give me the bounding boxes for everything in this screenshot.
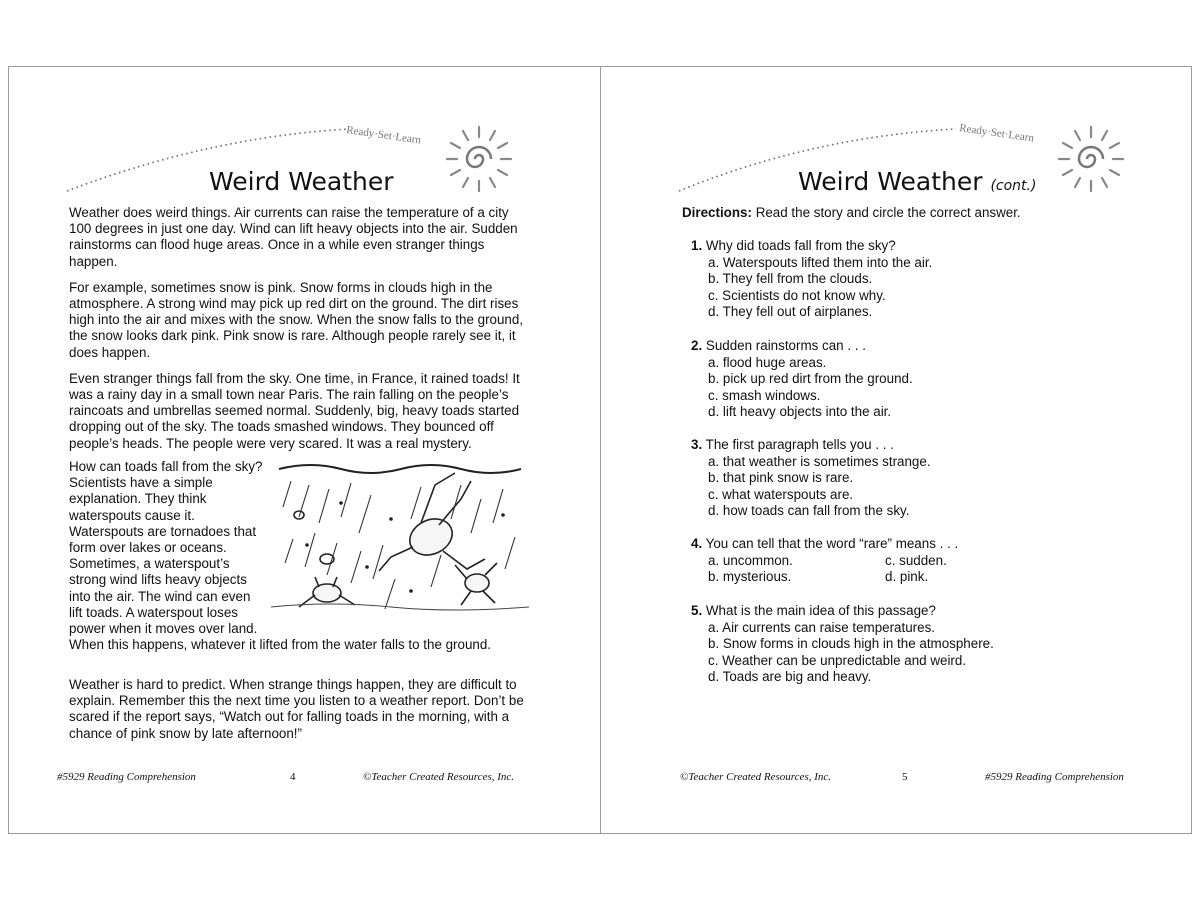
sun-icon: [447, 127, 511, 191]
question-2: [691, 338, 913, 421]
question-number: 1.: [691, 238, 703, 253]
page-title-text: Weird Weather: [798, 167, 983, 196]
question-5: [691, 603, 994, 686]
footer-right: ©Teacher Created Resources, Inc.: [363, 771, 515, 783]
answer-option[interactable]: c. what waterspouts are.: [708, 486, 854, 502]
answer-option[interactable]: d. They fell out of airplanes.: [708, 304, 873, 319]
answer-option[interactable]: c. Weather can be unpredictable and weird.: [708, 652, 967, 668]
question-number: 2.: [691, 338, 703, 353]
answer-option[interactable]: d. lift heavy objects into the air.: [708, 404, 892, 419]
question-text: What is the main idea of this passage?: [705, 603, 936, 618]
footer-right: #5929 Reading Comprehension: [985, 771, 1124, 783]
story-paragraph: Weather is hard to predict. When strange things happen, they are difficult to explain. Remember this the next time you listen to a weather report. Don’t be scared if the report says, “Watch out for falling toads in the morning, with a chance of pink snow by late afternoon!”: [69, 677, 524, 741]
answer-option[interactable]: a. Air currents can raise temperatures.: [708, 619, 935, 635]
sun-icon: [1059, 127, 1123, 191]
directions: [682, 205, 1142, 221]
page-number: 4: [290, 771, 296, 783]
question-number: 4.: [691, 536, 703, 551]
answer-option[interactable]: d. pink.: [885, 569, 929, 584]
question-3: [691, 437, 931, 520]
answer-option[interactable]: d. how toads can fall from the sky.: [708, 503, 910, 518]
answer-option[interactable]: b. Snow forms in clouds high in the atmosphere.: [708, 636, 994, 651]
toads-rain-illustration: [271, 459, 529, 619]
book-spread: [8, 66, 1192, 834]
page-title: Weird Weather: [209, 167, 394, 196]
story-bottom: [69, 677, 529, 752]
page-title: [798, 167, 1036, 196]
directions-text: Read the story and circle the correct answer.: [755, 205, 1021, 220]
left-page: [9, 67, 600, 833]
story-paragraph: Even stranger things fall from the sky. One time, in France, it rained toads! It was a rainy day in a small town near Paris. The rain falling on the people’s raincoats and umbrellas seemed normal. Suddenly, big, heavy toads started dropping out of the sky. The toads smashed windows. They bounced off people’s heads. The people were very scared. It was a real mystery.: [69, 370, 520, 451]
answer-option[interactable]: d. Toads are big and heavy.: [708, 669, 872, 684]
footer-left: ©Teacher Created Resources, Inc.: [680, 771, 832, 783]
right-page: [601, 67, 1192, 833]
answer-option[interactable]: b. mysterious.: [708, 569, 792, 584]
answer-option[interactable]: a. flood huge areas.: [708, 354, 827, 370]
page-number: 5: [902, 771, 908, 783]
story-top: [69, 205, 529, 462]
answer-option[interactable]: a. that weather is sometimes strange.: [708, 453, 931, 469]
answer-option[interactable]: b. that pink snow is rare.: [708, 470, 854, 485]
question-text: Why did toads fall from the sky?: [705, 238, 896, 253]
story-paragraph: For example, sometimes snow is pink. Snow forms in clouds high in the atmosphere. A strong wind may pick up red dirt on the ground. The dirt rises high into the air and mixes with the snow. When the snow falls to the ground, the snow looks dark pink. Pink snow is rare. Although people rarely see it, it does happen.: [69, 279, 524, 360]
question-text: The first paragraph tells you . . .: [705, 437, 894, 452]
question-number: 5.: [691, 603, 703, 618]
question-text: You can tell that the word “rare” means . . .: [705, 536, 959, 551]
question-number: 3.: [691, 437, 703, 452]
answer-option[interactable]: c. sudden.: [885, 552, 947, 568]
question-text: Sudden rainstorms can . . .: [705, 338, 866, 353]
question-4: [691, 536, 1045, 586]
answer-option[interactable]: a. Waterspouts lifted them into the air.: [708, 254, 933, 270]
answer-option[interactable]: b. They fell from the clouds.: [708, 271, 873, 286]
page-title-suffix: (cont.): [990, 178, 1037, 194]
answer-option[interactable]: b. pick up red dirt from the ground.: [708, 371, 913, 386]
banner-text: Ready·Set·Learn: [958, 122, 1035, 145]
story-paragraph-wrapped: How can toads fall from the sky? Scientists have a simple explanation. They think waterspouts cause it. Waterspouts are tornadoes that form over lakes or oceans. Sometimes, a waterspout’s strong wind lifts heavy objects into the air. The wind can even lift toads. A waterspout loses power when it moves over land. When this happens, whatever it lifted from the water falls to the ground.: [69, 459, 492, 653]
story-paragraph: Weather does weird things. Air currents can raise the temperature of a city 100 degrees in just one day. Wind can lift heavy objects into the air. Sudden rainstorms can flood huge areas. Once in a while even stranger things happen.: [69, 205, 518, 269]
story-wrap-section: [69, 459, 529, 663]
directions-label: Directions:: [682, 205, 752, 220]
footer-left: #5929 Reading Comprehension: [57, 771, 196, 783]
question-1: [691, 238, 932, 321]
banner-text: Ready·Set·Learn: [345, 124, 422, 147]
answer-option[interactable]: a. uncommon.: [708, 552, 793, 568]
answer-option[interactable]: c. smash windows.: [708, 387, 821, 403]
answer-option[interactable]: c. Scientists do not know why.: [708, 287, 886, 303]
